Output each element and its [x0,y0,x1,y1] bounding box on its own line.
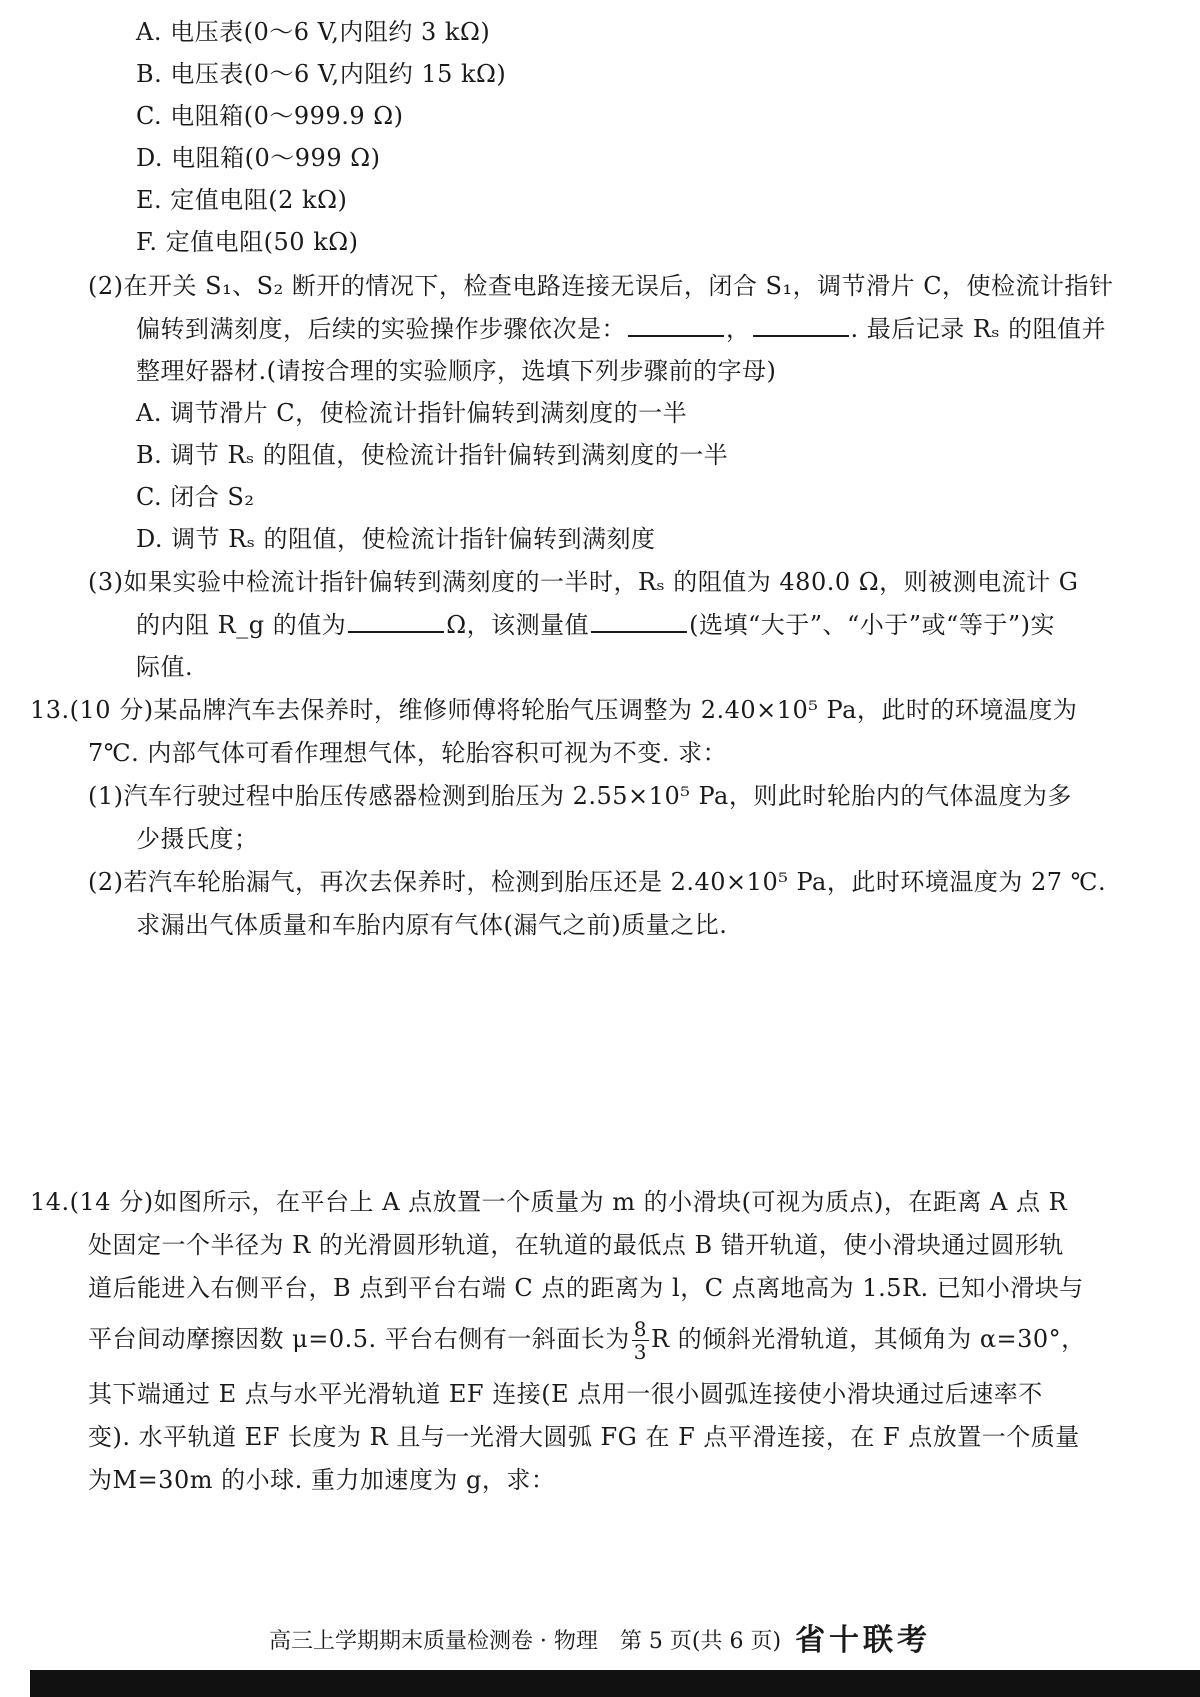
option-e: E. 定值电阻(2 kΩ) [136,186,348,214]
q12-part2-text-b: ， [726,315,751,343]
scan-edge-bar [30,1670,1200,1697]
footer-text: 高三上学期期末质量检测卷 · 物理 第 5 页(共 6 页) [268,1629,782,1654]
answer-blank-1[interactable] [628,313,724,337]
q12-part2-line2 [136,313,1106,345]
q13-part1-line2: 少摄氏度； [136,825,259,853]
q13-line1: 13.(10 分)某品牌汽车去保养时，维修师傅将轮胎气压调整为 2.40×10⁵ Pa，此时的环境温度为 [30,696,1078,724]
step-d: D. 调节 Rₛ 的阻值，使检流计指针偏转到满刻度 [136,525,656,553]
option-f: F. 定值电阻(50 kΩ) [136,228,359,256]
q12-part3-line2 [136,609,1055,641]
option-a: A. 电压表(0～6 V,内阻约 3 kΩ) [136,18,491,46]
step-a: A. 调节滑片 C，使检流计指针偏转到满刻度的一半 [136,399,688,427]
q14-line4 [88,1318,1086,1363]
q12-part3-text-b: Ω，该测量值 [446,611,590,639]
q14-line3: 道后能进入右侧平台，B 点到平台右端 C 点的距离为 l，C 点离地高为 1.5R. 已知小滑块与 [88,1274,1084,1302]
q12-part2-text-c: . 最后记录 Rₛ 的阻值并 [850,315,1107,343]
answer-blank-2[interactable] [753,313,849,337]
page-footer [0,1623,1200,1658]
q14-line5: 其下端通过 E 点与水平光滑轨道 EF 连接(E 点用一很小圆弧连接使小滑块通过后速率不 [88,1380,1043,1408]
answer-blank-4[interactable] [591,609,687,633]
q12-part3-text-c: (选填“大于”、“小于”或“等于”)实 [689,611,1055,639]
brand-logo: 省十联考 [795,1623,932,1658]
option-b: B. 电压表(0～6 V,内阻约 15 kΩ) [136,60,507,88]
q14-line7: 为M=30m 的小球. 重力加速度为 g，求： [88,1466,556,1494]
fraction-denominator: 3 [633,1340,647,1364]
q12-part2-line1: (2)在开关 S₁、S₂ 断开的情况下，检查电路连接无误后，闭合 S₁，调节滑片 C，使检流计指针 [88,272,1114,300]
answer-blank-3[interactable] [348,609,444,633]
q14-line1: 14.(14 分)如图所示，在平台上 A 点放置一个质量为 m 的小滑块(可视为质点)，在距离 A 点 R [30,1188,1068,1216]
step-c: C. 闭合 S₂ [136,483,255,511]
q14-line4-text-a: 平台间动摩擦因数 μ=0.5. 平台右侧有一斜面长为 [88,1325,630,1353]
step-b: B. 调节 Rₛ 的阻值，使检流计指针偏转到满刻度的一半 [136,441,729,469]
q12-part3-text-a: 的内阻 R_g 的值为 [136,611,347,639]
q13-part2-line1: (2)若汽车轮胎漏气，再次去保养时，检测到胎压还是 2.40×10⁵ Pa，此时环境温度为 27 ℃. [88,868,1107,896]
q14-line2: 处固定一个半径为 R 的光滑圆形轨道，在轨道的最低点 B 错开轨道，使小滑块通过圆形轨 [88,1231,1064,1259]
q13-line2: 7℃. 内部气体可看作理想气体，轮胎容积可视为不变. 求： [88,739,728,767]
q13-part2-line2: 求漏出气体质量和车胎内原有气体(漏气之前)质量之比. [136,911,728,939]
fraction-numerator: 8 [633,1317,647,1341]
option-c: C. 电阻箱(0～999.9 Ω) [136,102,404,130]
q14-line4-text-b: R 的倾斜光滑轨道，其倾角为 α=30°， [651,1325,1086,1353]
fraction-8-3 [632,1318,649,1363]
q13-part1-line1: (1)汽车行驶过程中胎压传感器检测到胎压为 2.55×10⁵ Pa，则此时轮胎内的气体温度为多 [88,782,1072,810]
q12-part2-text-a: 偏转到满刻度，后续的实验操作步骤依次是： [136,315,626,343]
q14-line6: 变). 水平轨道 EF 长度为 R 且与一光滑大圆弧 FG 在 F 点平滑连接，在 F 点放置一个质量 [88,1423,1080,1451]
q12-part2-line3: 整理好器材.(请按合理的实验顺序，选填下列步骤前的字母) [136,357,777,385]
q12-part3-line3: 际值. [136,653,194,681]
option-d: D. 电阻箱(0～999 Ω) [136,144,381,172]
q12-part3-line1: (3)如果实验中检流计指针偏转到满刻度的一半时，Rₛ 的阻值为 480.0 Ω，则被测电流计 G [88,568,1079,596]
